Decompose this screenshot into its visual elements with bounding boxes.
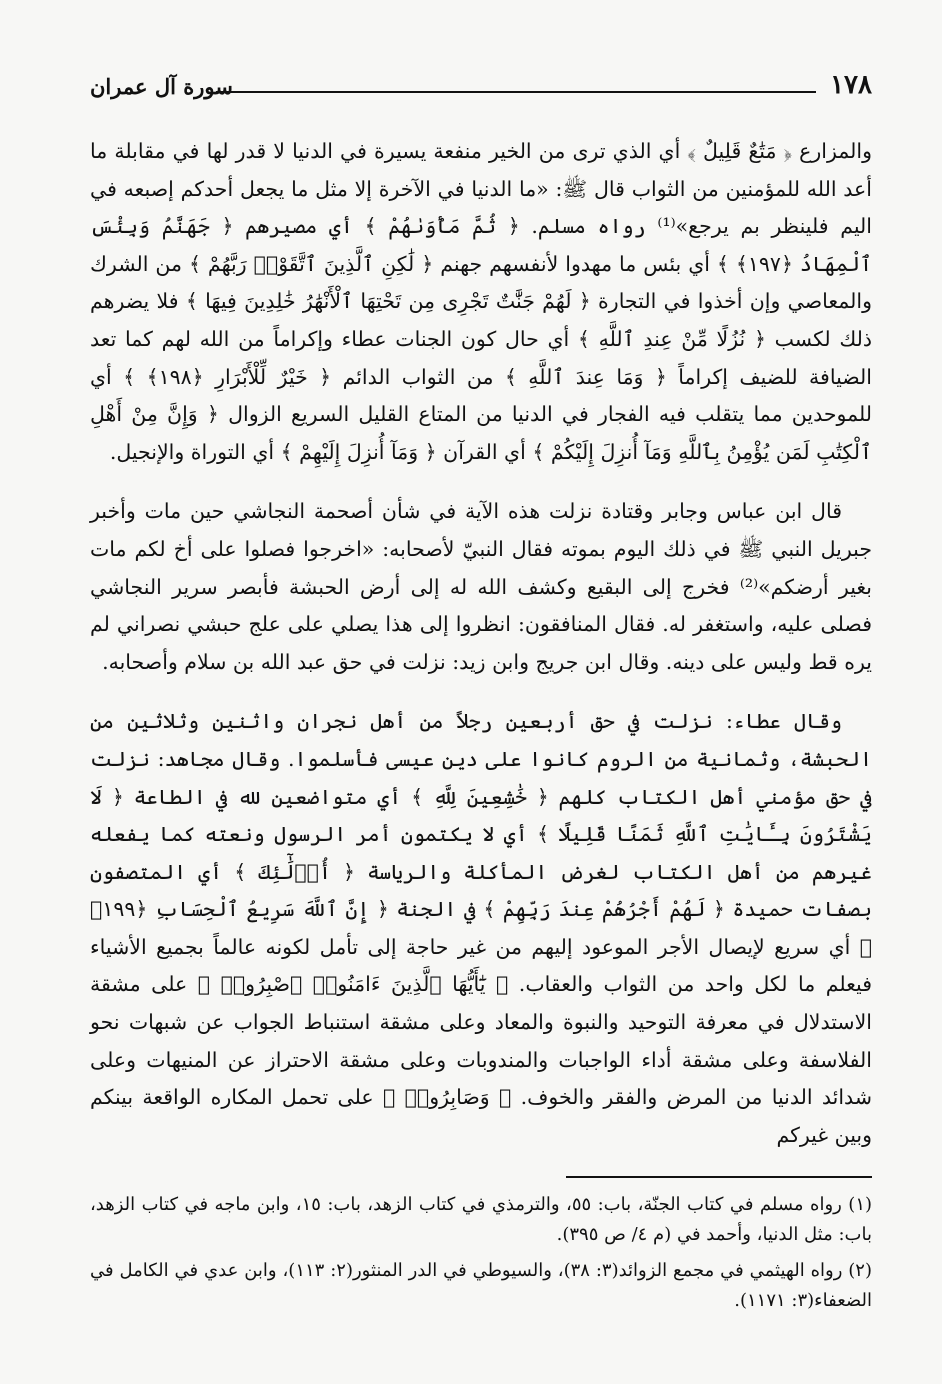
running-title: سورة آل عمران — [90, 74, 233, 99]
paragraph-3: وقال عطاء: نزلت في حق أربعين رجلاً من أهل نجران واثنين وثلاثين من الحبشة، وثمانية من الروم كانوا على دين عيسى فأسلموا. وقال مجاهد: نزلت في حق مؤمني أهل الكتاب كلهم ﴿ خَٰشِعِينَ لِلَّهِ ﴾ أي متواضعين لله في الطاعة ﴿ لَا يَشْتَرُونَ بِـَٔايَٰتِ ٱللَّهِ ثَمَنًا قَلِيلًا ﴾ أي لا يكتمون أمر الرسول ونعته كما يفعله غيرهم من أهل الكتاب لغرض المأكلة والرياسة ﴿ أُو۟لَٰٓئِكَ ﴾ أي المتصفون بصفات حميدة ﴿ لَهُمْ أَجْرُهُمْ عِندَ رَبِّهِمْ ﴾ في الجنة ﴿ إِنَّ ٱللَّهَ سَرِيعُ ٱلْحِسَابِ ﴿١٩٩﴾ ﴾ أي سريع لإيصال الأجر الموعود إليهم من غير حاجة إلى تأمل لكونه عالماً بجميع الأشياء فيعلم ما لكل واحد من الثواب والعقاب. ﴿ يَٰٓأَيُّهَا ٱلَّذِينَ ءَامَنُوا۟ ٱصْبِرُوا۟ ﴾ على مشقة الاستدلال في معرفة التوحيد والنبوة والمعاد وعلى مشقة استنباط الجواب عن شبهات نحو الفلاسفة وعلى مشقة أداء الواجبات والمندوبات وعلى مشقة الاحتراز عن المنيهات وعلى شدائد الدنيا من المرض والفقر والخوف. ﴿ وَصَابِرُوا۟ ﴾ على تحمل المكاره الواقعة بينكم وبين غيركم — [90, 709, 872, 1147]
footnote-separator — [566, 1176, 872, 1178]
page-number: ١٧٨ — [830, 70, 872, 100]
footnotes — [90, 1190, 872, 1316]
page-header — [90, 66, 872, 110]
header-rule — [216, 91, 816, 93]
book-page — [90, 66, 872, 1322]
main-text — [90, 133, 872, 1154]
footnote-2: (٢) رواه الهيثمي في مجمع الزوائد(٣: ٣٨)، والسيوطي في الدر المنثور(٢: ١١٣)، وابن عدي في الكامل في الضعفاء(٣: ١١٧١). — [90, 1260, 872, 1312]
paragraph-2: قال ابن عباس وجابر وقتادة نزلت هذه الآية في شأن أصحمة النجاشي حين مات وأخبر جبريل النبي ﷺ في ذلك اليوم بموته فقال النبيّ لأصحابه: «اخرجوا فصلوا على أخ لكم مات بغير أرضكم»⁽²⁾ فخرج إلى البقيع وكشف الله له إلى أرض الحبشة فأبصر سرير النجاشي فصلى عليه، واستغفر له. فقال المنافقون: انظروا إلى هذا يصلي على علج حبشي نصراني لم يره قط وليس على دينه. وقال ابن جريج وابن زيد: نزلت في حق عبد الله بن سلام وأصحابه. — [90, 499, 872, 674]
footnote-1: (١) رواه مسلم في كتاب الجنّة، باب: ٥٥، والترمذي في كتاب الزهد، باب: ١٥، وابن ماجه في كتاب الزهد، باب: مثل الدنيا، وأحمد في (م ٤/ ص ٣٩٥). — [90, 1194, 873, 1246]
paragraph-1: والمزارع ﴿ مَتَٰعٌ قَلِيلٌ ﴾ أي الذي ترى من الخير منفعة يسيرة في الدنيا لا قدر لها في مقابلة ما أعد الله للمؤمنين من الثواب قال ﷺ: «ما الدنيا في الآخرة إلا مثل ما يجعل أحدكم إصبعه في اليم فلينظر بم يرجع»⁽¹⁾ رواه مسلم. ﴿ ثُمَّ مَأْوَىٰهُمْ ﴾ أي مصيرهم ﴿ جَهَنَّمُ وَبِئْسَ ٱلْمِهَادُ ﴿١٩٧﴾ ﴾ أي بئس ما مهدوا لأنفسهم جهنم ﴿ لَٰكِنِ ٱلَّذِينَ ٱتَّقَوْا۟ رَبَّهُمْ ﴾ من الشرك والمعاصي وإن أخذوا في التجارة ﴿ لَهُمْ جَنَّٰتٌ تَجْرِى مِن تَحْتِهَا ٱلْأَنْهَٰرُ خَٰلِدِينَ فِيهَا ﴾ فلا يضرهم ذلك لكسب ﴿ نُزُلًا مِّنْ عِندِ ٱللَّهِ ﴾ أي حال كون الجنات عطاء وإكراماً من الله لهم كما تعد الضيافة للضيف إكراماً ﴿ وَمَا عِندَ ٱللَّهِ ﴾ من الثواب الدائم ﴿ خَيْرٌ لِّلْأَبْرَارِ ﴿١٩٨﴾ ﴾ أي للموحدين مما يتقلب فيه الفجار في الدنيا من المتاع القليل السريع الزوال ﴿ وَإِنَّ مِنْ أَهْلِ ٱلْكِتَٰبِ لَمَن يُؤْمِنُ بِٱللَّهِ وَمَآ أُنزِلَ إِلَيْكُمْ ﴾ أي القرآن ﴿ وَمَآ أُنزِلَ إِلَيْهِمْ ﴾ أي التوراة والإنجيل. — [90, 139, 872, 464]
